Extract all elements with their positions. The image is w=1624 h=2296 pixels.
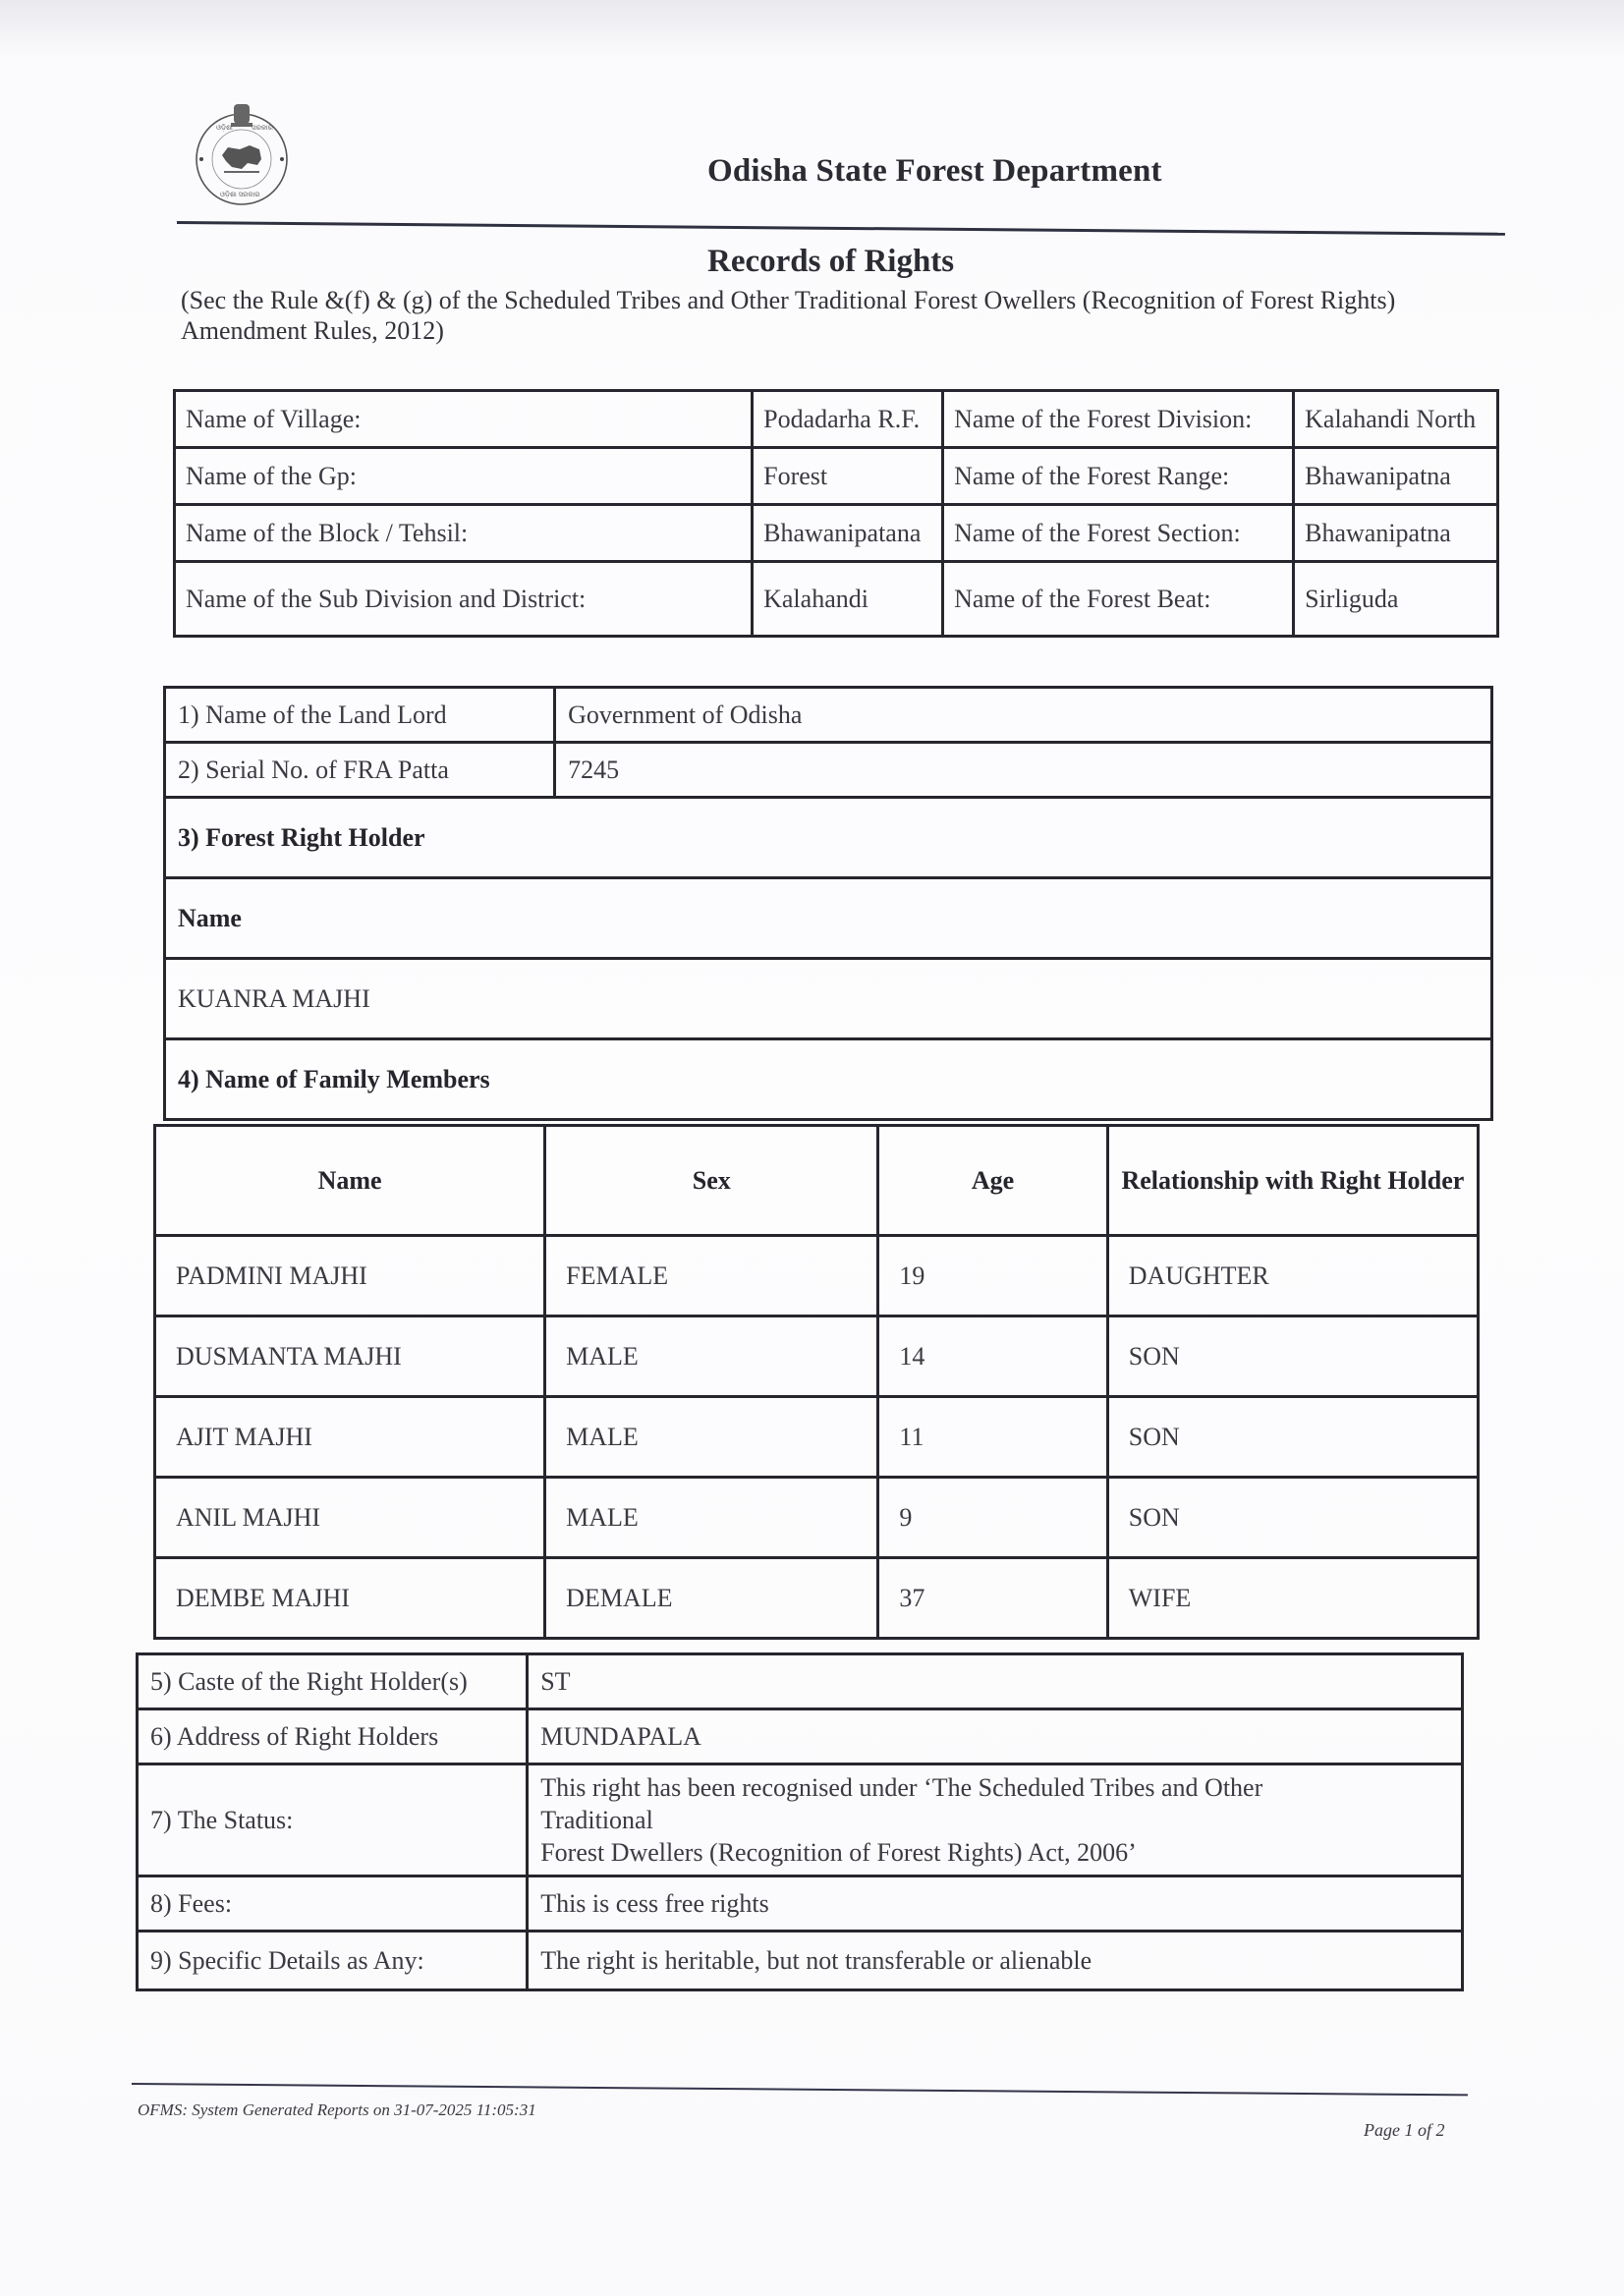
family-member-row <box>155 1478 1479 1558</box>
family-heading: 4) Name of Family Members <box>165 1039 1492 1120</box>
column-header-sex: Sex <box>545 1126 878 1236</box>
location-label: Name of Village: <box>175 391 753 448</box>
location-row <box>175 391 1498 448</box>
forest-label: Name of the Forest Beat: <box>943 562 1294 637</box>
document-subtitle: (Sec the Rule &(f) & (g) of the Scheduled Tribes and Other Traditional Forest Owellers (Recognition of Forest Rights) Amendment Rules, 2012) <box>181 286 1396 345</box>
location-label: Name of the Block / Tehsil: <box>175 505 753 562</box>
forest-value: Sirliguda <box>1294 562 1498 637</box>
status-line: Forest Dwellers (Recognition of Forest Rights) Act, 2006’ <box>540 1838 1137 1867</box>
emblem-text-top-left: ଓଡ଼ିଶା <box>216 124 233 132</box>
specific-details-value: The right is heritable, but not transferable or alienable <box>528 1932 1463 1990</box>
member-sex: DEMALE <box>545 1558 878 1639</box>
member-relationship: SON <box>1107 1397 1478 1478</box>
fees-row <box>138 1876 1463 1932</box>
member-sex: MALE <box>545 1397 878 1478</box>
holder-heading: 3) Forest Right Holder <box>165 798 1492 878</box>
caste-label: 5) Caste of the Right Holder(s) <box>138 1654 528 1709</box>
odisha-state-emblem-icon <box>193 100 291 210</box>
forest-value: Bhawanipatna <box>1294 505 1498 562</box>
forest-value: Kalahandi North <box>1294 391 1498 448</box>
specific-details-label: 9) Specific Details as Any: <box>138 1932 528 1990</box>
location-row <box>175 448 1498 505</box>
caste-row <box>138 1654 1463 1709</box>
column-header-age: Age <box>878 1126 1107 1236</box>
member-age: 19 <box>878 1236 1107 1316</box>
serial-value: 7245 <box>555 743 1492 798</box>
status-line: Traditional <box>540 1806 653 1834</box>
member-sex: MALE <box>545 1316 878 1397</box>
other-details-table <box>136 1652 1464 1991</box>
emblem-text-bottom: ଓଡ଼ିଶା ସରକାର <box>220 191 260 198</box>
fees-value: This is cess free rights <box>528 1876 1463 1932</box>
forest-value: Bhawanipatna <box>1294 448 1498 505</box>
name-heading: Name <box>165 878 1492 959</box>
name-heading-row <box>165 878 1492 959</box>
location-value: Kalahandi <box>753 562 943 637</box>
family-member-row <box>155 1236 1479 1316</box>
family-header-row <box>155 1126 1479 1236</box>
address-label: 6) Address of Right Holders <box>138 1709 528 1764</box>
member-relationship: SON <box>1107 1478 1478 1558</box>
member-name: PADMINI MAJHI <box>155 1236 545 1316</box>
address-row <box>138 1709 1463 1764</box>
status-row <box>138 1764 1463 1876</box>
land-lord-value: Government of Odisha <box>555 688 1492 743</box>
member-name: DEMBE MAJHI <box>155 1558 545 1639</box>
member-age: 14 <box>878 1316 1107 1397</box>
member-relationship: SON <box>1107 1316 1478 1397</box>
location-value: Bhawanipatana <box>753 505 943 562</box>
serial-row <box>165 743 1492 798</box>
member-name: AJIT MAJHI <box>155 1397 545 1478</box>
rights-details-table <box>163 686 1493 1121</box>
member-relationship: DAUGHTER <box>1107 1236 1478 1316</box>
holder-heading-row <box>165 798 1492 878</box>
generated-timestamp: OFMS: System Generated Reports on 31-07-2025 11:05:31 <box>138 2100 536 2119</box>
location-row <box>175 505 1498 562</box>
footer-divider <box>132 2083 1468 2096</box>
location-label: Name of the Sub Division and District: <box>175 562 753 637</box>
location-value: Forest <box>753 448 943 505</box>
status-label: 7) The Status: <box>138 1764 528 1876</box>
family-member-row <box>155 1558 1479 1639</box>
holder-name-row <box>165 959 1492 1039</box>
member-age: 37 <box>878 1558 1107 1639</box>
holder-name: KUANRA MAJHI <box>165 959 1492 1039</box>
member-sex: FEMALE <box>545 1236 878 1316</box>
family-members-table <box>153 1124 1480 1640</box>
member-sex: MALE <box>545 1478 878 1558</box>
family-heading-row <box>165 1039 1492 1120</box>
location-table <box>173 389 1499 638</box>
column-header-name: Name <box>155 1126 545 1236</box>
status-line: This right has been recognised under ‘The Scheduled Tribes and Other <box>540 1773 1263 1802</box>
family-member-row <box>155 1316 1479 1397</box>
document-title: Records of Rights <box>707 244 955 279</box>
location-row <box>175 562 1498 637</box>
fees-label: 8) Fees: <box>138 1876 528 1932</box>
member-age: 11 <box>878 1397 1107 1478</box>
member-age: 9 <box>878 1478 1107 1558</box>
forest-label: Name of the Forest Range: <box>943 448 1294 505</box>
forest-label: Name of the Forest Section: <box>943 505 1294 562</box>
address-value: MUNDAPALA <box>528 1709 1463 1764</box>
page-number: Page 1 of 2 <box>1364 2120 1445 2140</box>
column-header-relationship: Relationship with Right Holder <box>1107 1126 1478 1236</box>
caste-value: ST <box>528 1654 1463 1709</box>
emblem-text-top-right: ସରକାର <box>252 124 273 132</box>
specific-details-row <box>138 1932 1463 1990</box>
location-value: Podadarha R.F. <box>753 391 943 448</box>
member-relationship: WIFE <box>1107 1558 1478 1639</box>
land-lord-row <box>165 688 1492 743</box>
serial-label: 2) Serial No. of FRA Patta <box>165 743 555 798</box>
department-title: Odisha State Forest Department <box>707 153 1162 189</box>
family-member-row <box>155 1397 1479 1478</box>
header-divider <box>177 221 1505 236</box>
location-label: Name of the Gp: <box>175 448 753 505</box>
forest-label: Name of the Forest Division: <box>943 391 1294 448</box>
member-name: ANIL MAJHI <box>155 1478 545 1558</box>
land-lord-label: 1) Name of the Land Lord <box>165 688 555 743</box>
status-value <box>528 1764 1463 1876</box>
member-name: DUSMANTA MAJHI <box>155 1316 545 1397</box>
